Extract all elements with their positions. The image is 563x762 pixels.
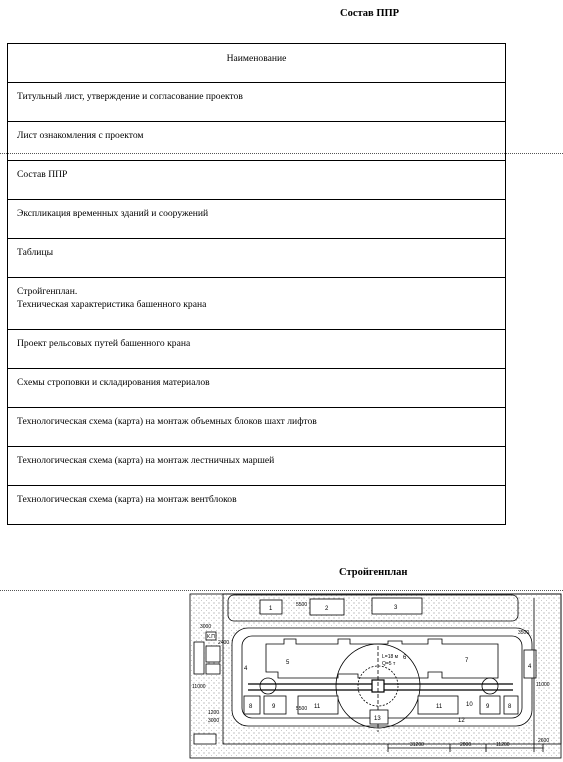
- table-row: [8, 278, 506, 330]
- plan-label: 3: [394, 605, 398, 611]
- table-row: Технологическая схема (карта) на монтаж объемных блоков шахт лифтов: [8, 408, 506, 447]
- plan-label: Q=5 т: [382, 661, 396, 667]
- plan-label: 2: [325, 606, 329, 612]
- plan-label: 4: [528, 664, 532, 670]
- table-row: Проект рельсовых путей башенного крана: [8, 330, 506, 369]
- plan-label: 9: [272, 704, 276, 710]
- dimension-label: 3000: [200, 624, 212, 630]
- table-row: Технологическая схема (карта) на монтаж лестничных маршей: [8, 447, 506, 486]
- dimension-label: 11000: [536, 682, 550, 688]
- dimension-label: 31200: [410, 742, 424, 748]
- dimension-label: 2600: [538, 738, 550, 744]
- gate: [194, 734, 216, 744]
- plan-label: 11: [436, 704, 443, 710]
- site-building: [206, 646, 220, 662]
- table-row: Лист ознакомления с проектом: [8, 122, 506, 161]
- plan-label: 11: [314, 704, 321, 710]
- dimension-label: 5500: [296, 602, 308, 608]
- site-building: [194, 642, 204, 674]
- section-title-composition: Состав ППР: [340, 8, 400, 19]
- table-row: Состав ППР: [8, 161, 506, 200]
- row-line: Стройгенплан.: [17, 286, 78, 297]
- dimension-label: 2000: [460, 742, 472, 748]
- plan-label: 6: [403, 655, 407, 661]
- plan-label: 12: [458, 718, 465, 724]
- dimension-label: 3000: [208, 718, 220, 724]
- dimension-label: 11200: [496, 742, 510, 748]
- table-header: Наименование: [8, 44, 506, 83]
- plan-label: 9: [486, 704, 490, 710]
- plan-label: 13: [374, 716, 381, 722]
- page-break-line: [0, 590, 563, 591]
- storage-9b: [480, 696, 500, 714]
- plan-label: L=18 м: [382, 654, 399, 660]
- composition-table: [7, 43, 506, 525]
- site-building: [206, 664, 220, 674]
- dimension-label: 3500: [518, 630, 530, 636]
- plan-label: 4: [244, 666, 248, 672]
- dimension-label: 5500: [296, 706, 308, 712]
- table-row: Схемы строповки и складирования материалов: [8, 369, 506, 408]
- table-row: Экспликация временных зданий и сооружений: [8, 200, 506, 239]
- row-line: Техническая характеристика башенного крана: [17, 299, 207, 310]
- plan-label: 5: [286, 660, 290, 666]
- plan-label: 1: [269, 606, 273, 612]
- plan-label: 7: [465, 658, 469, 664]
- site-plan-drawing: [188, 592, 563, 762]
- dimension-label: 1200: [208, 710, 220, 716]
- plan-label: 8: [508, 704, 512, 710]
- plan-label: 8: [249, 704, 253, 710]
- dimension-label: 2400: [218, 640, 230, 646]
- table-row: Таблицы: [8, 239, 506, 278]
- table-row: Титульный лист, утверждение и согласование проектов: [8, 83, 506, 122]
- plan-label: К.П: [207, 634, 215, 640]
- section-title-site-plan: Стройгенплан: [339, 567, 408, 578]
- table-row: Технологическая схема (карта) на монтаж вентблоков: [8, 486, 506, 525]
- plan-label: 10: [466, 702, 473, 708]
- dimension-label: 11000: [192, 684, 206, 690]
